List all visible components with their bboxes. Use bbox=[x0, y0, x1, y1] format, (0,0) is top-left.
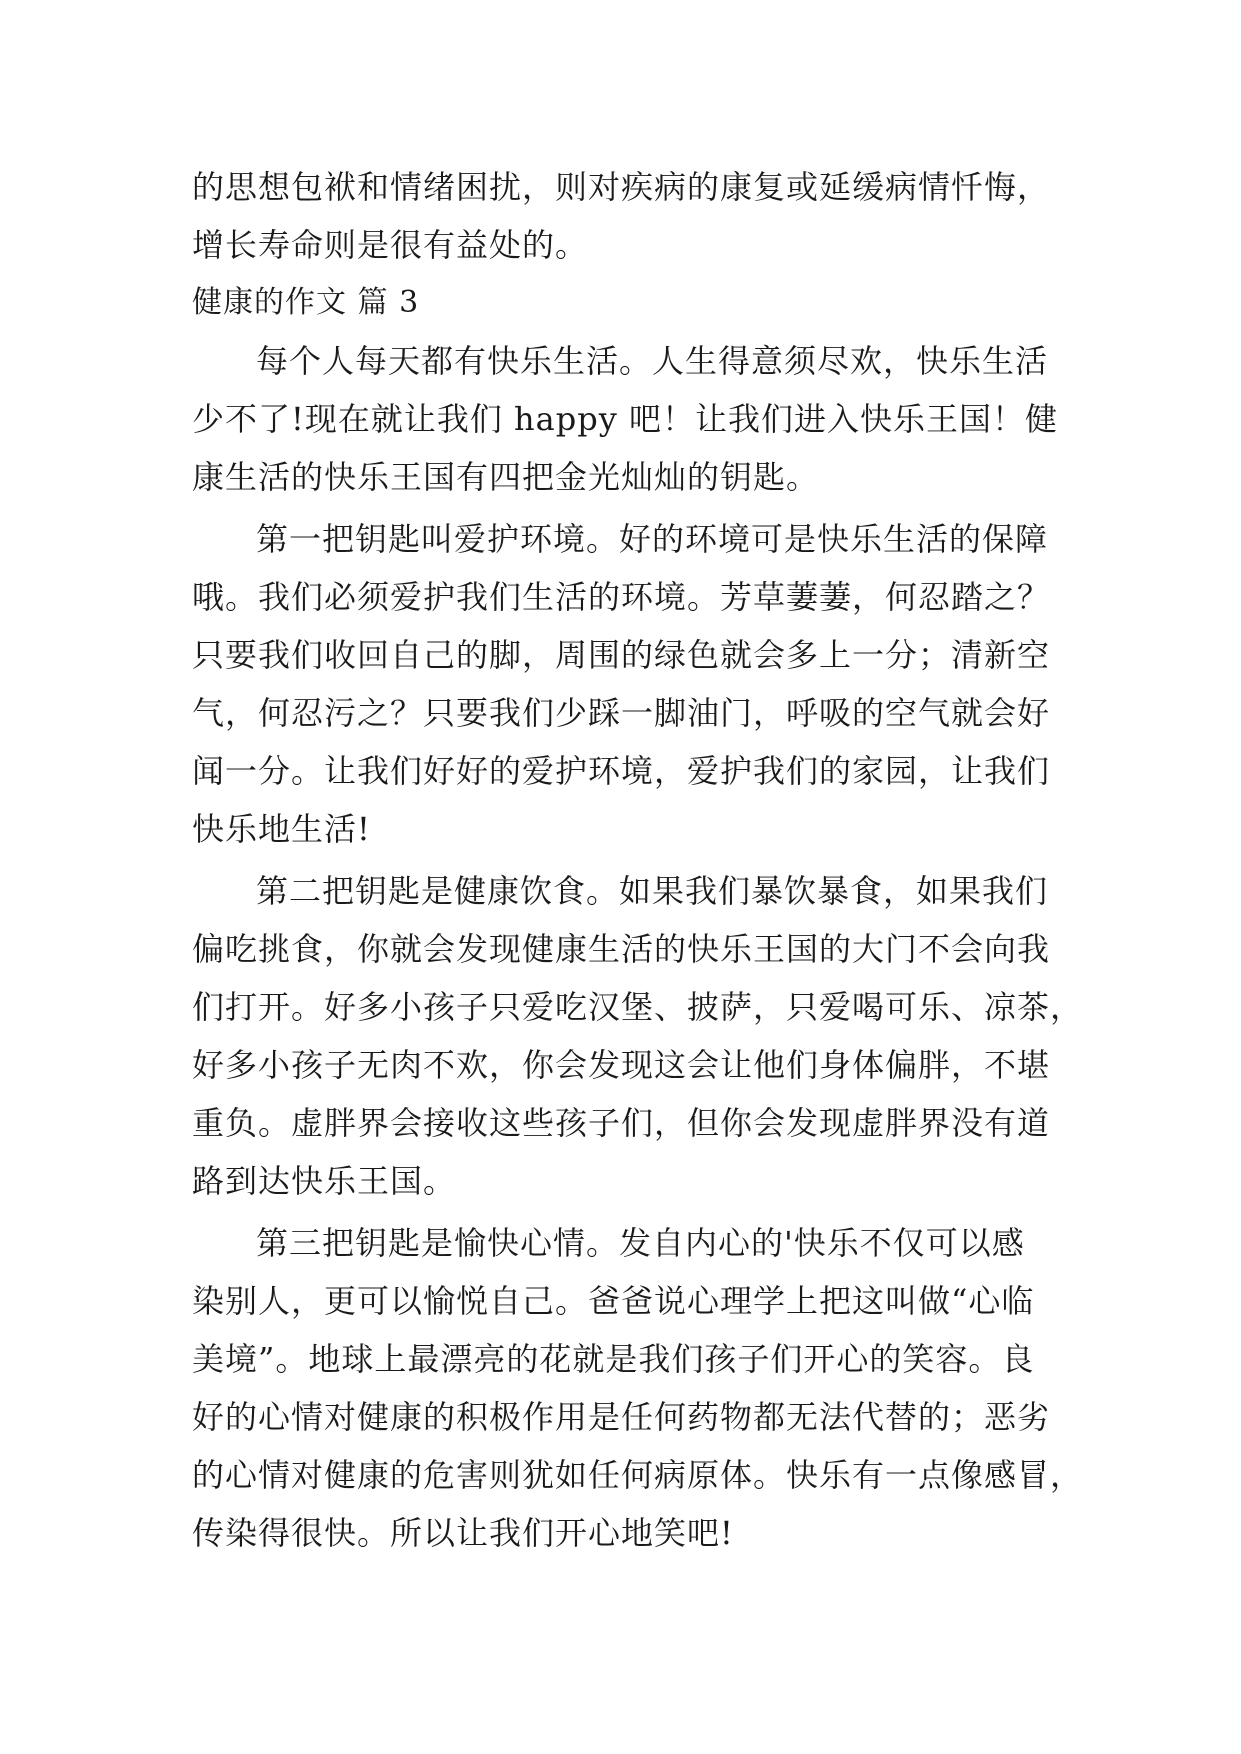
section-title: 健康的作文 篇 3 bbox=[192, 285, 420, 320]
text-line: 气，何忍污之？只要我们少踩一脚油门，呼吸的空气就会好 bbox=[192, 694, 1051, 732]
text-line: 们打开。好多小孩子只爱吃汉堡、披萨，只爱喝可乐、凉茶， bbox=[192, 988, 1084, 1026]
text-line: 偏吃挑食，你就会发现健康生活的快乐王国的大门不会向我 bbox=[192, 930, 1051, 968]
text-line: 快乐地生活! bbox=[192, 810, 371, 848]
text-line: 美境”。地球上最漂亮的花就是我们孩子们开心的笑容。良 bbox=[192, 1340, 1035, 1378]
text-line: 第一把钥匙叫爱护环境。好的环境可是快乐生活的保障 bbox=[256, 520, 1049, 558]
paragraph-1 bbox=[192, 332, 1058, 506]
text-line: 增长寿命则是很有益处的。 bbox=[192, 226, 589, 264]
paragraph-2 bbox=[192, 510, 1052, 858]
paragraph-4 bbox=[192, 1214, 1084, 1562]
text-line: 少不了!现在就让我们 happy 吧！让我们进入快乐王国！健 bbox=[192, 400, 1058, 438]
text-line: 染别人，更可以愉悦自己。爸爸说心理学上把这叫做“心临 bbox=[192, 1282, 1035, 1320]
text-line: 的心情对健康的危害则犹如任何病原体。快乐有一点像感冒， bbox=[192, 1456, 1084, 1494]
text-line: 好的心情对健康的积极作用是任何药物都无法代替的；恶劣 bbox=[192, 1398, 1051, 1436]
text-line: 每个人每天都有快乐生活。人生得意须尽欢，快乐生活 bbox=[256, 342, 1049, 380]
continuation-paragraph bbox=[192, 158, 1052, 274]
text-line: 第三把钥匙是愉快心情。发自内心的'快乐不仅可以感 bbox=[256, 1224, 1025, 1262]
text-line: 路到达快乐王国。 bbox=[192, 1162, 457, 1200]
paragraph-3 bbox=[192, 862, 1084, 1210]
text-line: 第二把钥匙是健康饮食。如果我们暴饮暴食，如果我们 bbox=[256, 872, 1049, 910]
text-line: 的思想包袱和情绪困扰，则对疾病的康复或延缓病情忏悔， bbox=[192, 168, 1051, 206]
text-line: 好多小孩子无肉不欢，你会发现这会让他们身体偏胖，不堪 bbox=[192, 1046, 1051, 1084]
document-page bbox=[192, 158, 1084, 1562]
text-line: 哦。我们必须爱护我们生活的环境。芳草萋萋，何忍踏之？ bbox=[192, 578, 1051, 616]
text-line: 闻一分。让我们好好的爱护环境，爱护我们的家园，让我们 bbox=[192, 752, 1051, 790]
text-line: 康生活的快乐王国有四把金光灿灿的钥匙。 bbox=[192, 458, 820, 496]
text-line: 只要我们收回自己的脚，周围的绿色就会多上一分；清新空 bbox=[192, 636, 1051, 674]
text-line: 传染得很快。所以让我们开心地笑吧! bbox=[192, 1514, 734, 1552]
text-line: 重负。虚胖界会接收这些孩子们，但你会发现虚胖界没有道 bbox=[192, 1104, 1051, 1142]
